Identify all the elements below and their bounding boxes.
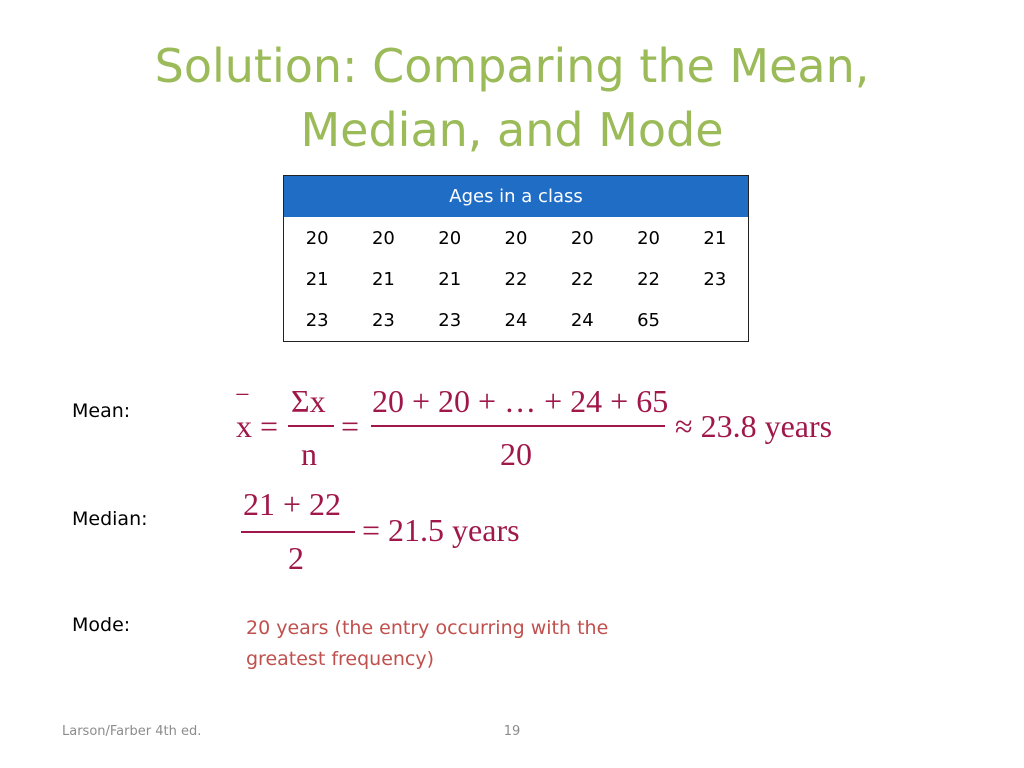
table-cell: 24 [504, 310, 528, 331]
table-cell: 23 [371, 310, 395, 331]
table-cell: 20 [305, 228, 329, 249]
table-cell: 21 [703, 228, 727, 249]
table-cell: 22 [504, 269, 528, 290]
slide-title [100, 34, 924, 162]
footer-source: Larson/Farber 4th ed. [62, 724, 202, 739]
mean-sum-numerator: Σx [291, 383, 326, 419]
mean-bar: − [235, 380, 250, 409]
title-line-2: Median, and Mode [300, 103, 724, 157]
mean-expanded-numerator: 20 + 20 + … + 24 + 65 [372, 383, 669, 419]
table-cell: 23 [305, 310, 329, 331]
table-cell: 24 [570, 310, 594, 331]
mean-equals-2: = [341, 408, 360, 444]
median-numerator: 21 + 22 [243, 486, 342, 522]
mode-result: 20 years (the entry occurring with the greatest frequency) [246, 617, 609, 670]
mode-label: Mode: [72, 614, 131, 636]
table-row [284, 259, 748, 300]
mean-expanded-fraction-bar [371, 425, 665, 427]
table-cell: 23 [703, 269, 727, 290]
table-cell: 23 [438, 310, 462, 331]
mean-variable: x [236, 408, 252, 444]
table-cell: 20 [570, 228, 594, 249]
table-cell: 20 [637, 228, 660, 249]
mean-equals-1: = [260, 408, 279, 444]
table-cell: 20 [504, 228, 528, 249]
median-result: = 21.5 years [362, 512, 520, 548]
table-row [284, 300, 748, 341]
median-fraction-bar [241, 531, 355, 533]
median-label: Median: [72, 508, 148, 530]
page-number: 19 [503, 724, 521, 739]
table-cell: 21 [438, 269, 462, 290]
mean-sum-denominator: n [301, 436, 317, 472]
table-cell: 65 [637, 310, 660, 331]
mean-result: ≈ 23.8 years [675, 408, 833, 444]
mean-sum-fraction-bar [288, 425, 334, 427]
table-cell: 22 [637, 269, 660, 290]
table-cell: 21 [305, 269, 329, 290]
title-line-1: Solution: Comparing the Mean, [154, 39, 870, 93]
median-denominator: 2 [288, 540, 304, 576]
table-cell: 21 [371, 269, 395, 290]
table-cell: 20 [438, 228, 462, 249]
table-cell: 20 [371, 228, 395, 249]
mean-label: Mean: [72, 400, 131, 422]
ages-table [283, 175, 749, 342]
table-row [284, 218, 748, 259]
table-header: Ages in a class [284, 176, 748, 218]
table-cell: 22 [570, 269, 594, 290]
mean-expanded-denominator: 20 [500, 436, 532, 472]
